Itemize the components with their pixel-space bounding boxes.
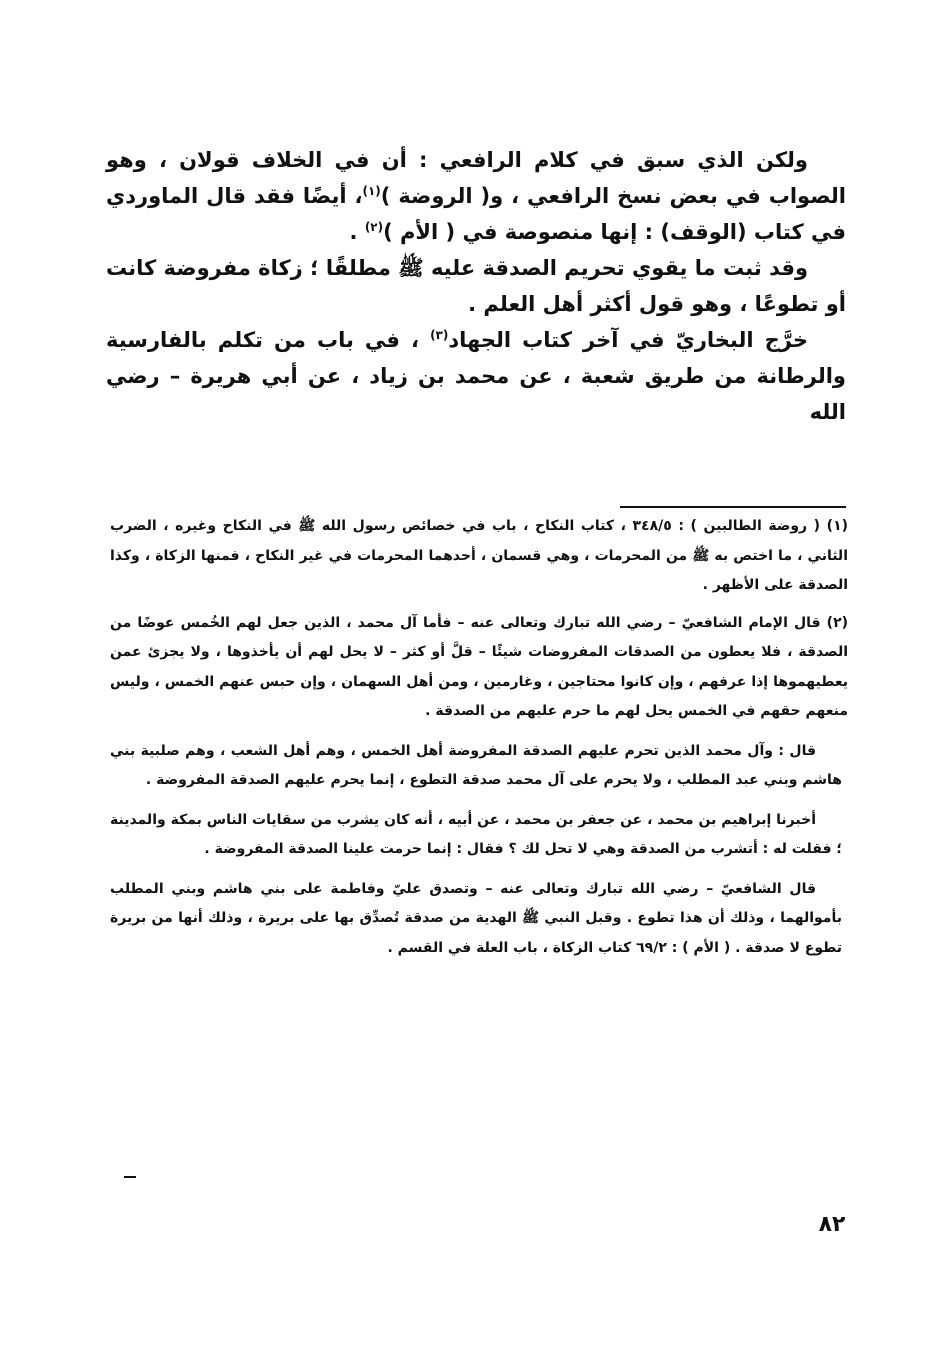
footnotes bbox=[110, 512, 848, 971]
paragraph-3: خرَّج البخاريّ في آخر كتاب الجهاد$^{(٣)}$ ، في باب من تكلم بالفارسية والرطانة من طريق شعبة ، عن محمد بن زياد ، عن أبي هريرة – رضي الله bbox=[106, 328, 846, 424]
footnote-2-paragraph-3: أخبرنا إبراهيم بن محمد ، عن جعفر بن محمد ، عن أبيه ، أنه كان يشرب من سقايات الناس بمكة والمدينة ؛ فقلت له : أتشرب من الصدقة وهي لا تحل لك ؟ فقال : إنما حرمت علينا الصدقة المفروضة . bbox=[110, 811, 842, 857]
footnote-ref-1[interactable]: (١) bbox=[362, 184, 381, 198]
footnote-separator bbox=[620, 506, 846, 508]
paragraph-2: وقد ثبت ما يقوي تحريم الصدقة عليه ﷺ مطلقًا ؛ زكاة مفروضة كانت أو تطوعًا ، وهو قول أكثر أهل العلم . bbox=[106, 256, 846, 316]
end-dash bbox=[124, 1176, 136, 1178]
footnote-2-text: (٢) قال الإمام الشافعيّ – رضي الله تبارك وتعالى عنه – فأما آل محمد ، الذين جعل لهم الخُمس عوضًا من الصدقة ، فلا يعطون من الصدقات المفروضات شيئًا – قلَّ أو كثر – لا يحل لهم أن يأخذوها ، ولا يجزئ عمن يعطيهموها إذا عرفهم ، وإن كانوا محتاجين ، وغارمين ، ومن أهل السهمان ، وإن حبس عنهم الخمس ، وليس منعهم حقهم في الخمس يحل لهم ما حرم عليهم من الصدقة . bbox=[110, 614, 849, 719]
main-text bbox=[106, 142, 846, 430]
footnote-ref-3[interactable]: (٣) bbox=[430, 328, 449, 342]
footnote-2-paragraph-4: قال الشافعيّ – رضي الله تبارك وتعالى عنه – وتصدق عليّ وفاطمة على بني هاشم وبني المطلب بأموالهما ، وذلك أن هذا تطوع . وقبل النبي ﷺ الهدية من صدقة تُصدِّق بها على بريرة ، وذلك أنها من بريرة تطوع لا صدقة . ( الأم ) : ٦٩/٢ كتاب الزكاة ، باب العلة في القسم . bbox=[110, 880, 842, 956]
footnote-1-text: (١) ( روضة الطالبين ) : ٣٤٨/٥ ، كتاب النكاح ، باب في خصائص رسول الله ﷺ في النكاح وغيره ، الضرب الثاني ، ما اختص به ﷺ من المحرمات ، وهي قسمان ، أحدهما المحرمات في غير النكاح ، فمنها الزكاة ، وكذا الصدقة على الأظهر . bbox=[110, 518, 849, 593]
footnote-1 bbox=[110, 512, 848, 601]
footnote-2 bbox=[110, 609, 848, 964]
footnote-2-paragraph-2: قال : وآل محمد الذين تحرم عليهم الصدقة المفروضة أهل الخمس ، وهم أهل الشعب ، وهم صلبية بني هاشم وبني عبد المطلب ، ولا يحرم على آل محمد صدقة التطوع ، إنما يحرم عليهم الصدقة المفروضة . bbox=[110, 742, 842, 788]
paragraph-1: ولكن الذي سبق في كلام الرافعي : أن في الخلاف قولان ، وهو الصواب في بعض نسخ الرافعي ، و( الروضة )$^{(١)}$، أيضًا فقد قال الماوردي في كتاب (الوقف) : إنها منصوصة في ( الأم )$^{(٢)}$ . bbox=[106, 148, 846, 244]
page-number: ٨٢ bbox=[818, 1212, 846, 1237]
footnote-2-number: (٢) bbox=[826, 614, 849, 631]
footnote-ref-2[interactable]: (٢) bbox=[364, 220, 384, 234]
footnote-1-number: (١) bbox=[826, 518, 849, 534]
